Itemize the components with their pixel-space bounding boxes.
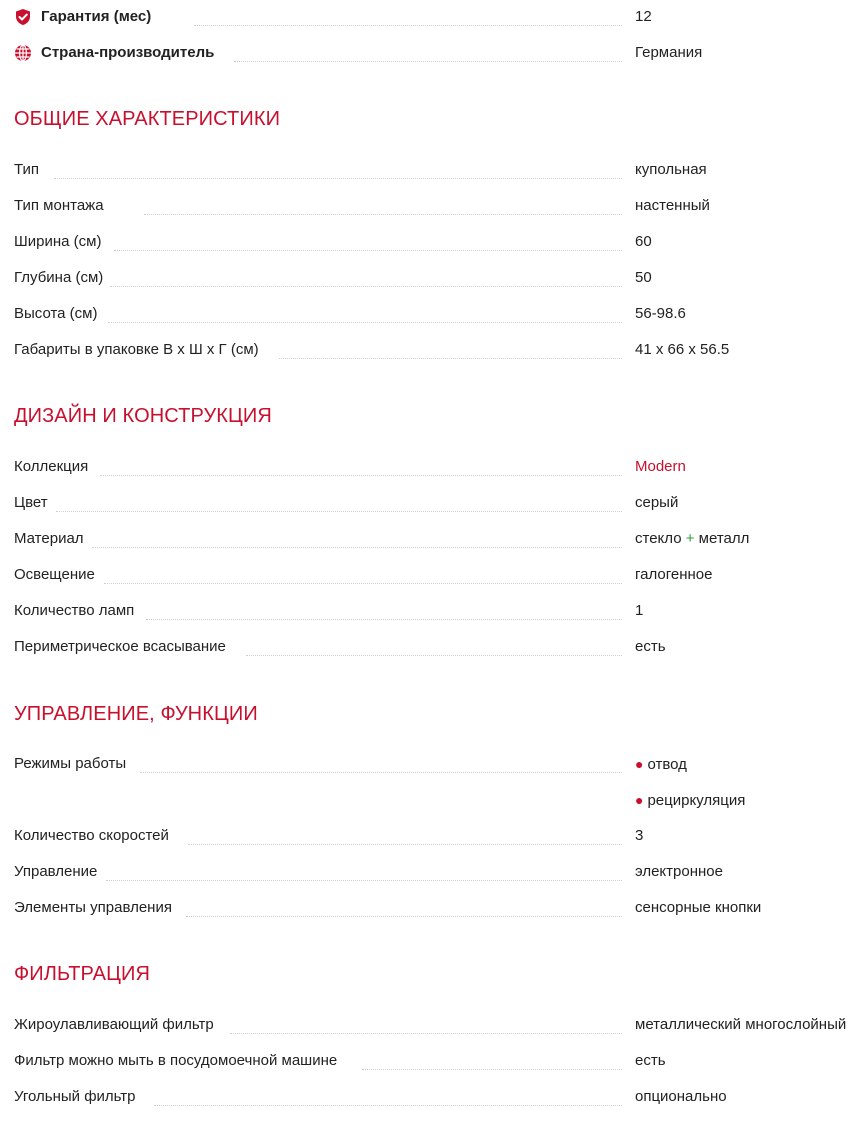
spec-label: Высота (см) [14,305,98,322]
mode-text: рециркуляция [647,792,746,809]
spec-value: 56-98.6 [635,305,686,322]
dotted-leader [146,619,622,620]
plus-sign: + [685,530,695,547]
spec-label: Материал [14,530,84,547]
spec-label: Тип [14,161,40,178]
spec-label: Цвет [14,494,48,511]
dotted-leader [100,475,622,476]
dotted-leader [230,1033,622,1034]
spec-row-country [14,35,868,71]
dotted-leader [234,61,622,62]
bullet-icon: ● [635,756,644,772]
spec-row [14,485,868,521]
spec-label: Периметрическое всасывание [14,638,226,655]
spec-row [14,1079,868,1115]
dotted-leader [144,214,622,215]
spec-label: Габариты в упаковке В х Ш х Г (см) [14,341,259,358]
spec-value: серый [635,494,679,511]
spec-label: Гарантия (мес) [41,8,152,25]
dotted-leader [56,511,622,512]
spec-row [14,152,868,188]
bullet-icon: ● [635,792,644,808]
spec-value: есть [635,638,666,655]
dotted-leader [110,286,622,287]
spec-value: галогенное [635,566,713,583]
dotted-leader [186,916,622,917]
spec-row [14,629,868,665]
material-metal: металл [698,530,750,547]
spec-row-warranty [14,0,868,35]
dotted-leader [154,1105,622,1106]
spec-label: Ширина (см) [14,233,102,250]
mode-text: отвод [647,756,687,773]
spec-row [14,854,868,890]
spec-row [14,557,868,593]
spec-label: Элементы управления [14,899,172,916]
spec-value: 60 [635,233,652,250]
spec-row [14,890,868,926]
mode-item [635,782,745,819]
spec-value: 41 х 66 х 56.5 [635,341,730,358]
spec-value: настенный [635,197,710,214]
spec-value: опционально [635,1088,727,1105]
spec-label: Режимы работы [14,755,127,772]
collection-link[interactable]: Modern [635,458,686,475]
spec-label: Управление [14,863,98,880]
spec-value: купольная [635,161,707,178]
section-title-general: ОБЩИЕ ХАРАКТЕРИСТИКИ [14,108,281,130]
dotted-leader [140,772,622,773]
mode-item [635,746,687,783]
dotted-leader [362,1069,622,1070]
dotted-leader [104,583,622,584]
spec-row [14,818,868,854]
section-title-control: УПРАВЛЕНИЕ, ФУНКЦИИ [14,703,258,725]
dotted-leader [54,178,622,179]
spec-value: Германия [635,44,703,61]
spec-row-modes-cont [14,782,868,818]
spec-row [14,1043,868,1079]
spec-value: есть [635,1052,666,1069]
spec-label: Угольный фильтр [14,1088,136,1105]
spec-row-modes [14,746,868,782]
spec-label: Фильтр можно мыть в посудомоечной машине [14,1052,338,1069]
spec-row [14,1007,868,1043]
dotted-leader [108,322,622,323]
spec-row [14,593,868,629]
dotted-leader [92,547,622,548]
dotted-leader [114,250,622,251]
spec-label: Глубина (см) [14,269,104,286]
spec-label: Коллекция [14,458,89,475]
dotted-leader [279,358,622,359]
spec-value: сенсорные кнопки [635,899,762,916]
spec-value: электронное [635,863,723,880]
spec-row [14,332,868,368]
spec-label: Освещение [14,566,95,583]
spec-row [14,224,868,260]
section-title-design: ДИЗАЙН И КОНСТРУКЦИЯ [14,405,272,427]
dotted-leader [194,25,622,26]
spec-value: 12 [635,8,652,25]
section-title-filtration: ФИЛЬТРАЦИЯ [14,963,150,985]
spec-label: Количество скоростей [14,827,169,844]
spec-value [635,521,749,557]
spec-value: 50 [635,269,652,286]
spec-value: 3 [635,827,644,844]
spec-value: 1 [635,602,644,619]
spec-row [14,521,868,557]
spec-label: Страна-производитель [41,44,215,61]
spec-label: Тип монтажа [14,197,104,214]
dotted-leader [246,655,622,656]
spec-row [14,260,868,296]
spec-label: Жироулавливающий фильтр [14,1016,214,1033]
spec-row [14,449,868,485]
spec-label: Количество ламп [14,602,135,619]
spec-row [14,296,868,332]
dotted-leader [188,844,622,845]
dotted-leader [106,880,622,881]
spec-value: металлический многослойный [635,1016,847,1033]
spec-row [14,188,868,224]
material-glass: стекло [635,530,682,547]
